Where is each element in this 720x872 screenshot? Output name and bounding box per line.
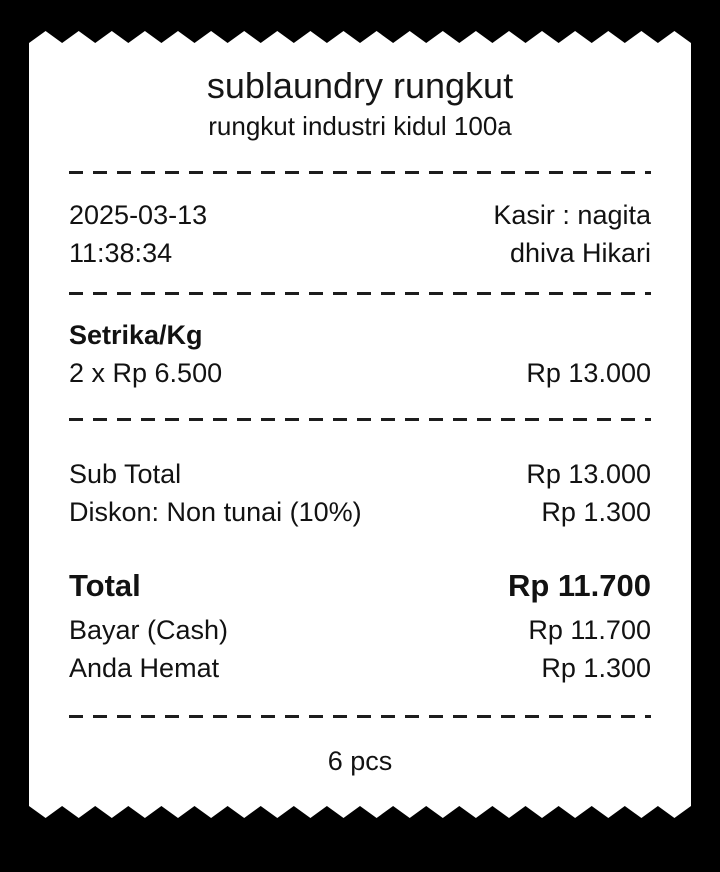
receipt [29,31,691,818]
total-row [69,565,651,607]
savings-label: Anda Hemat [69,653,220,683]
dashed-divider [69,715,651,718]
receipt-date: 2025-03-13 [69,200,208,230]
receipt-paper [29,43,691,806]
paid-label: Bayar (Cash) [69,615,229,645]
cashier-block [493,196,651,272]
subtotal-amount: Rp 13.000 [526,459,651,489]
savings-amount: Rp 1.300 [541,653,651,683]
savings-row [69,649,651,687]
discount-row [69,493,651,531]
receipt-meta [69,196,651,272]
paid-row [69,611,651,649]
total-pieces: 6 pcs [327,746,393,776]
cashier-line-2: dhiva Hikari [509,238,651,268]
line-item [69,317,651,392]
item-amount: Rp 13.000 [526,358,651,388]
datetime-block [69,196,207,272]
discount-amount: Rp 1.300 [541,497,651,527]
subtotal-row [69,455,651,493]
summary-section [69,455,651,687]
dashed-divider [69,171,651,174]
paid-amount: Rp 11.700 [528,615,651,645]
dashed-divider [69,292,651,295]
torn-edge-top [29,31,691,43]
dashed-divider [69,418,651,421]
store-address: rungkut industri kidul 100a [208,111,512,141]
receipt-time: 11:38:34 [69,238,173,268]
total-amount: Rp 11.700 [507,568,651,603]
store-name: sublaundry rungkut [206,65,514,106]
cashier-line-1: Kasir : nagita [493,200,651,230]
discount-label: Diskon: Non tunai (10%) [69,497,362,527]
item-qty-price: 2 x Rp 6.500 [69,358,223,388]
torn-edge-bottom [29,806,691,818]
item-price-row [69,354,651,392]
subtotal-label: Sub Total [69,459,182,489]
item-name: Setrika/Kg [69,320,203,350]
total-label: Total [69,568,141,603]
